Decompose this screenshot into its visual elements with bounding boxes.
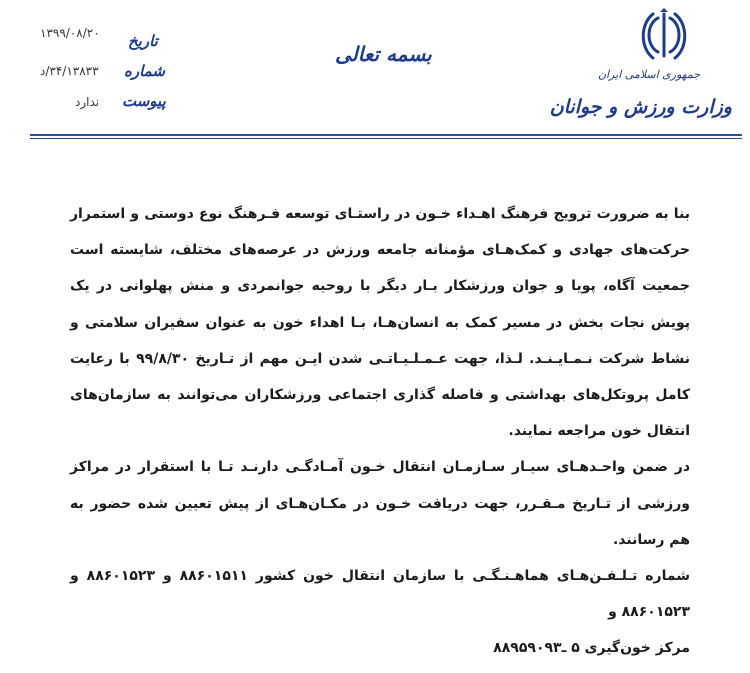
ministry-title: وزارت ورزش و جوانان xyxy=(549,96,732,118)
number-value: ۳۴/۱۳۸۳۳/د xyxy=(40,64,99,78)
letter-body xyxy=(70,196,690,667)
body-paragraph-2: در ضمن واحـدهـای سیـار سـازمـان انتقال خـون آمـادگـی دارنـد تـا با استقرار در مراکز ورزشی از تـاریخ مـقـرر، جهت دریافت خـون در مکـان‌هـای از پیش تعیین شده حضور به هم رسانند. xyxy=(70,459,690,548)
body-paragraph-4: مرکز خون‌گیری ۵ ـ۸۸۹۵۹۰۹۳ xyxy=(493,640,690,657)
ministry-subtitle: جمهوری اسلامی ایران xyxy=(597,68,700,81)
iran-emblem-icon xyxy=(640,8,688,64)
body-paragraph-1: بنا به ضرورت ترویج فرهنگ اهـداء خـون در راستـای توسعه فـرهنگ نوع دوستی و استمرار حرکت‌های جهادی و کمک‌هـای مؤمنانه جامعه ورزش در عرصه‌های مختلف، شایسته است جمعیت آگاه، پویا و جوان ورزشکار بـار دیگر با روحیه جوانمردی و منش پهلوانی در یک پویش نجات بخش در مسیر کمک به انسان‌هـا، بـا اهداء خون به عنوان سفیران سلامتی و نشاط شرکت نـمـایـنـد. لـذا، جهت عـمـلـیـاتـی شدن ایـن مهم از تـاریخ ۹۹/۸/۳۰ با رعایت کامل پروتکل‌های بهداشتی و فاصله گذاری اجتماعی ورزشکاران می‌توانند به سازمان‌های انتقال خون مراجعه نمایند. xyxy=(70,206,690,440)
body-paragraph-3: شماره تـلـفـن‌هـای هماهـنـگـی با سازمان انتقال خون کشور ۸۸۶۰۱۵۱۱ و ۸۸۶۰۱۵۲۳ و ۸۸۶۰۱۵۲۳ و xyxy=(70,568,691,621)
number-label: شماره xyxy=(124,62,165,80)
header-divider xyxy=(30,134,742,136)
attachment-label: پیوست xyxy=(122,92,166,110)
date-label: تاریخ xyxy=(128,32,158,50)
attachment-value: ندارد xyxy=(75,95,100,109)
basmala-heading: بسمه تعالی xyxy=(335,42,432,66)
date-value: ۱۳۹۹/۰۸/۲۰ xyxy=(40,26,100,40)
header-divider-thin xyxy=(30,138,742,139)
